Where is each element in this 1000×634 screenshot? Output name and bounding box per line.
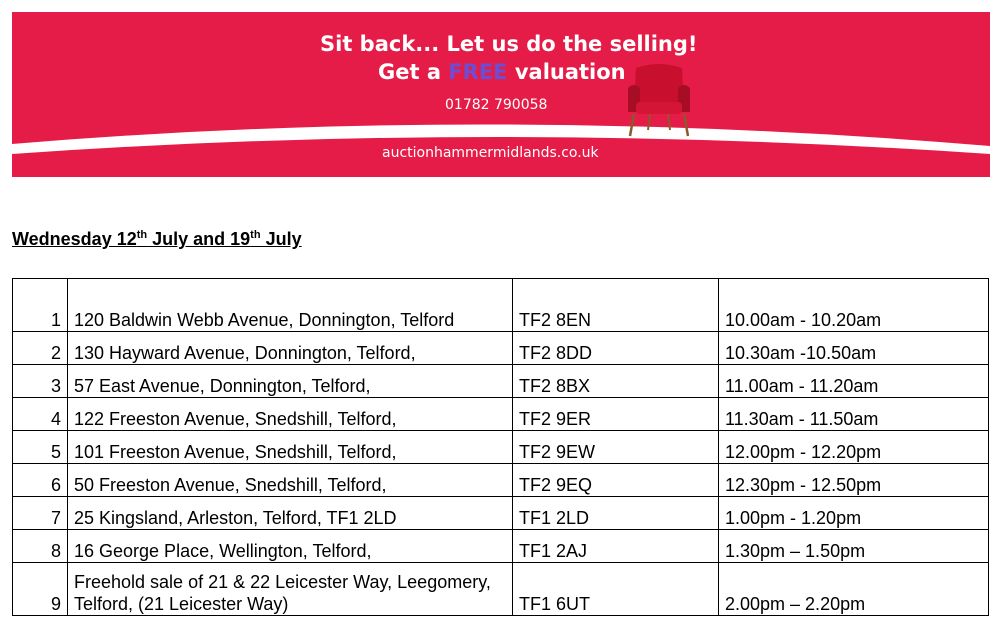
free-highlight: FREE [448,60,508,84]
row-time: 1.00pm - 1.20pm [719,497,989,530]
row-time: 10.00am - 10.20am [719,279,989,332]
table-row [13,497,989,530]
table-row [13,279,989,332]
row-time: 11.00am - 11.20am [719,365,989,398]
table-row [13,398,989,431]
row-time: 10.30am -10.50am [719,332,989,365]
row-address: 101 Freeston Avenue, Snedshill, Telford, [68,431,513,464]
row-time: 2.00pm – 2.20pm [719,563,989,616]
banner-subheadline: Get a FREE valuation [378,60,626,84]
viewing-schedule-table [12,278,989,616]
row-number: 9 [13,563,68,616]
row-address: 25 Kingsland, Arleston, Telford, TF1 2LD [68,497,513,530]
schedule-heading: Wednesday 12th July and 19th July [12,229,302,249]
row-postcode: TF2 9EW [513,431,719,464]
banner-website: auctionhammermidlands.co.uk [382,145,599,161]
table-row [13,365,989,398]
row-postcode: TF2 8DD [513,332,719,365]
row-postcode: TF2 8EN [513,279,719,332]
row-address: 16 George Place, Wellington, Telford, [68,530,513,563]
row-number: 2 [13,332,68,365]
row-number: 3 [13,365,68,398]
row-number: 5 [13,431,68,464]
row-postcode: TF2 9ER [513,398,719,431]
row-time: 12.00pm - 12.20pm [719,431,989,464]
table-row [13,563,989,616]
row-postcode: TF1 6UT [513,563,719,616]
row-address: 130 Hayward Avenue, Donnington, Telford, [68,332,513,365]
table-row [13,431,989,464]
armchair-icon [624,62,694,138]
row-postcode: TF1 2LD [513,497,719,530]
banner-phone: 01782 790058 [445,97,548,113]
row-time: 12.30pm - 12.50pm [719,464,989,497]
row-postcode: TF2 9EQ [513,464,719,497]
row-postcode: TF2 8BX [513,365,719,398]
table-row [13,530,989,563]
table-row [13,464,989,497]
row-number: 8 [13,530,68,563]
row-address: 122 Freeston Avenue, Snedshill, Telford, [68,398,513,431]
row-address: 57 East Avenue, Donnington, Telford, [68,365,513,398]
row-address: Freehold sale of 21 & 22 Leicester Way, Leegomery, Telford, (21 Leicester Way) [68,563,513,616]
row-address: 50 Freeston Avenue, Snedshill, Telford, [68,464,513,497]
row-number: 4 [13,398,68,431]
row-number: 6 [13,464,68,497]
banner-headline: Sit back... Let us do the selling! [320,32,698,56]
promo-banner[interactable] [12,12,990,177]
row-time: 11.30am - 11.50am [719,398,989,431]
row-number: 1 [13,279,68,332]
table-row [13,332,989,365]
row-address: 120 Baldwin Webb Avenue, Donnington, Telford [68,279,513,332]
row-time: 1.30pm – 1.50pm [719,530,989,563]
row-postcode: TF1 2AJ [513,530,719,563]
row-number: 7 [13,497,68,530]
